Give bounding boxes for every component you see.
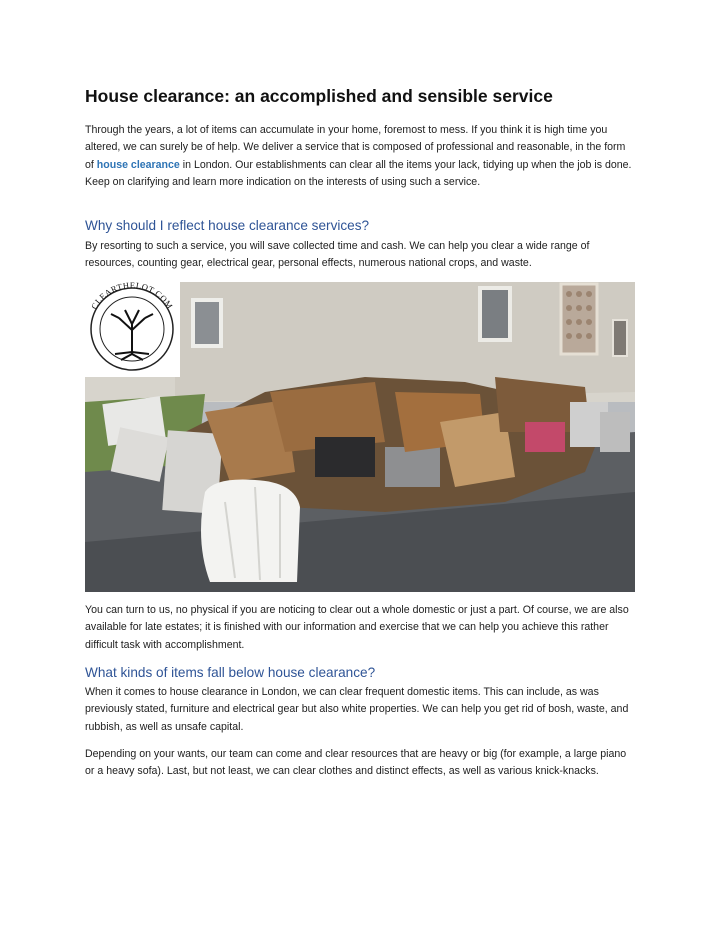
intro-text-after: in London. Our establishments can clear all the items your lack, tidying up when the job is done. Keep on clarifying and learn more indication on the interests of using such a service. [85, 158, 632, 189]
page-title: House clearance: an accomplished and sensible service [85, 86, 553, 106]
section-why-paragraph: By resorting to such a service, you will save collected time and cash. We can help you clear a wide range of resources, counting gear, electrical gear, personal effects, numerous national crops, and waste. [85, 240, 590, 270]
house-clearance-link[interactable]: house clearance [96, 158, 180, 171]
after-image-paragraph: You can turn to us, no physical if you are noticing to clear out a whole domestic or just a part. Of course, we are also available for late estates; it is finished with our information and exercise that we can help you achieve this rather difficult task with accomplishment. [85, 604, 629, 651]
intro-paragraph [85, 122, 637, 192]
house-clearance-photo [85, 282, 635, 592]
section-heading-items: What kinds of items fall below house clearance? [85, 665, 376, 680]
intro-text-before: Through the years, a lot of items can accumulate in your home, foremost to mess. If you think it is high time you altered, we can surely be of help. We deliver a service that is composed of professional and reasonable, in the form of [85, 124, 626, 171]
section-items-paragraph-2: Depending on your wants, our team can come and clear resources that are heavy or big (for example, a large piano or a heavy sofa). Last, but not least, we can clear clothes and distinct effects, as well as various knick-knacks. [85, 748, 627, 778]
section-items-paragraph: When it comes to house clearance in London, we can clear frequent domestic items. This can include, as was previously stated, furniture and electrical gear but also white properties. We can help you get rid of bosh, waste, and rubbish, as well as unsafe capital. [85, 686, 629, 733]
logo-text: CLEARTHELOT.COM [88, 282, 176, 311]
section-heading-why: Why should I reflect house clearance services? [85, 218, 370, 233]
